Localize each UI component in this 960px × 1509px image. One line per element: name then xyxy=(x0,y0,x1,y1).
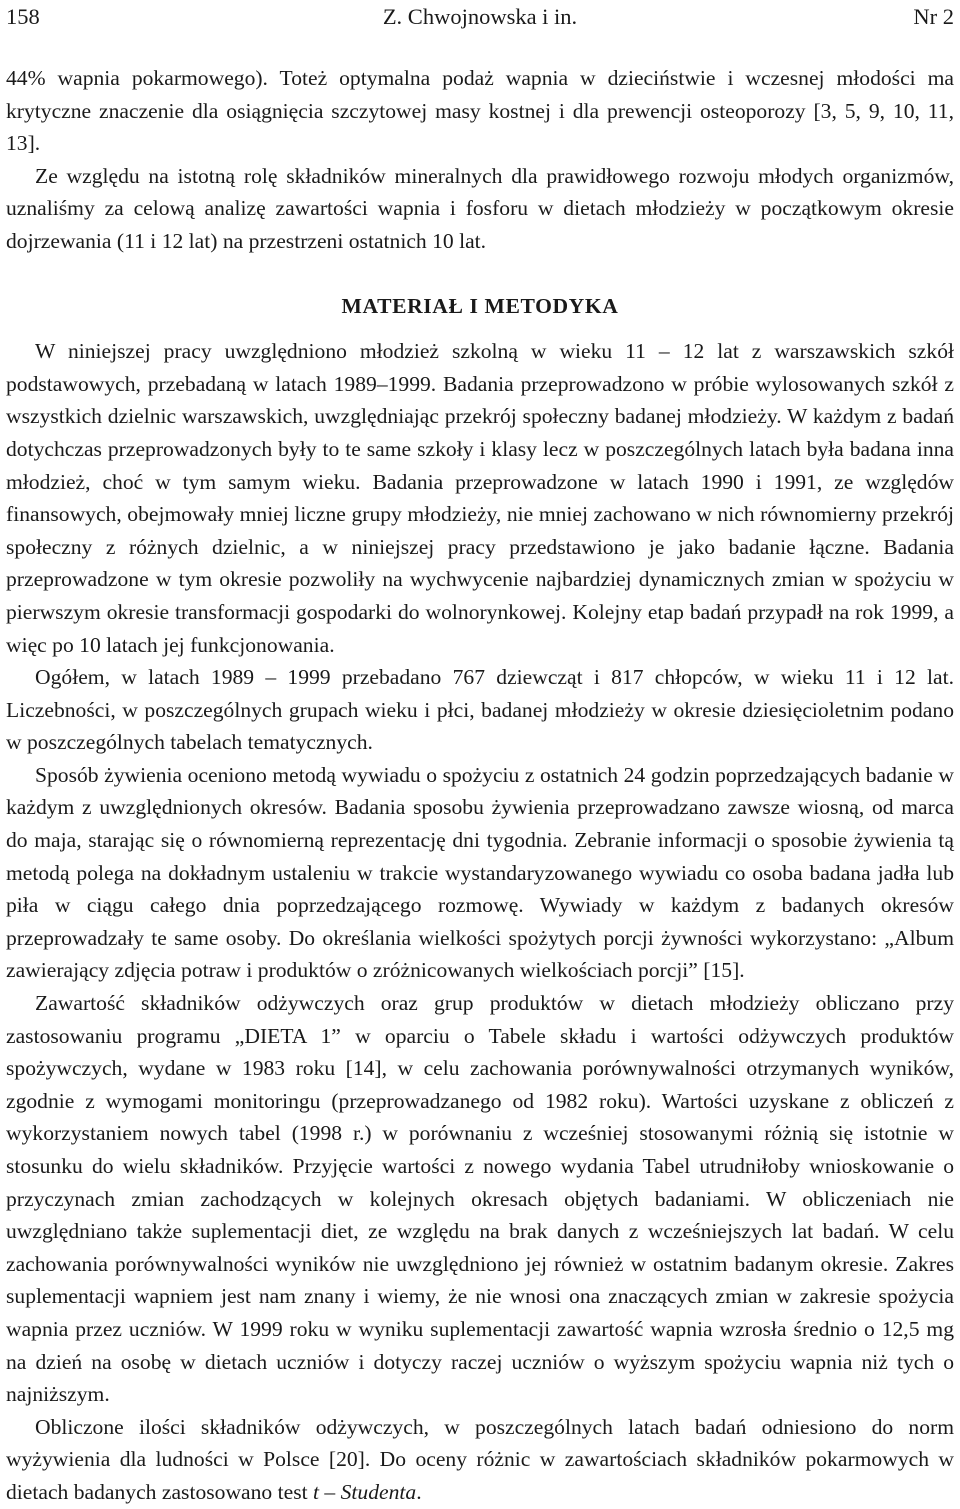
statistics-student: Studenta xyxy=(340,1479,417,1504)
statistics-dash: – xyxy=(319,1479,341,1504)
page-number: 158 xyxy=(6,4,40,29)
paragraph-methods-population: W niniejszej pracy uwzględniono młodzież szkolną w wieku 11 – 12 lat z warszawskich szkół podstawowych, przebadaną w latach 1989–1999. Badania przeprowadzono w próbie wylosowanych szkół z wszystkich dzielnic warszawskich, uwzględniając przekrój społeczny badanej młodzieży. W każdym z badań dotychczas przeprowadzonych były to te same szkoły i klasy lecz w poszczególnych latach była badana inna młodzież, choć w tym samym wieku. Badania przeprowadzone w latach 1990 i 1991, ze względów finansowych, obejmowały mniej liczne grupy młodzieży, nie mniej zachowano w nich równomierny przekrój społeczny z różnych dzielnic, a w niniejszej pracy przedstawiono je jako badanie łączne. Badania przeprowadzone w tym okresie pozwoliły na wychwycenie najbardziej dynamicznych zmian w spożyciu w pierwszym okresie transformacji gospodarki do wolnorynkowej. Kolejny etap badań przypadł na rok 1999, a więc po 10 latach jej funkcjonowania. xyxy=(6,339,954,657)
paragraph-methods-interview: Sposób żywienia oceniono metodą wywiadu o spożyciu z ostatnich 24 godzin poprzedzających badanie w każdym z uwzględnionych okresów. Badania sposobu żywienia przeprowadzano zawsze wiosną, od marca do maja, starając się o równomierną reprezentację dni tygodnia. Zebranie informacji o sposobie żywienia tą metodą polega na dokładnym ustaleniu w trakcie wystandaryzowanego wywiadu co osoba badana jadła lub piła w ciągu całego dnia poprzedzającego rozmowę. Wywiady w każdym z badanych okresów przeprowadzały te same osoby. Do określania wielkości spożytych porcji żywności wykorzystano: „Album zawierający zdjęcia potraw i produktów o zróżnicowanych wielkościach porcji” [15]. xyxy=(6,762,954,983)
paragraph-methods-sample-size: Ogółem, w latach 1989 – 1999 przebadano 767 dziewcząt i 817 chłopców, w wieku 11 i 12 lat. Liczebności, w poszczególnych grupach wieku i płci, badanej młodzieży w okresie dziesięcioletnim podano w poszczególnych tabelach tematycznych. xyxy=(6,665,954,755)
statistics-text: Obliczone ilości składników odżywczych, w poszczególnych latach badań odniesiono do norm wyżywienia dla ludności w Polsce [20]. Do oceny różnic w zawartościach składników pokarmowych w dietach badanych zastosowano test xyxy=(6,1414,954,1504)
article-body xyxy=(6,62,954,1509)
running-head xyxy=(6,0,954,34)
paragraph-intro-continuation: 44% wapnia pokarmowego). Toteż optymalna podaż wapnia w dzieciństwie i wczesnej młodości ma krytyczne znaczenie dla osiągnięcia szczytowej masy kostnej i dla prewencji osteoporozy [3, 5, 9, 10, 11, 13]. xyxy=(6,66,954,156)
paragraph-methods-statistics xyxy=(6,1411,954,1509)
running-head-author: Z. Chwojnowska i in. xyxy=(382,4,578,29)
section-heading: MATERIAŁ I METODYKA xyxy=(341,293,619,318)
paragraph-intro-aim: Ze względu na istotną rolę składników mineralnych dla prawidłowego rozwoju młodych organizmów, uznaliśmy za celową analizę zawartości wapnia i fosforu w dietach młodzieży w początkowym okresie dojrzewania (11 i 12 lat) na przestrzeni ostatnich 10 lat. xyxy=(6,163,954,253)
paragraph-methods-calculation: Zawartość składników odżywczych oraz grup produktów w dietach młodzieży obliczano przy zastosowaniu programu „DIETA 1” w oparciu o Tabele składu i wartości odżywczych produktów spożywczych, wydane w 1983 roku [14], w celu zachowania porównywalności otrzymanych wyników, zgodnie z wymogami monitoringu (przeprowadzanego od 1982 roku). Wartości uzyskane z obliczeń z wykorzystaniem nowych tabel (1998 r.) w porównaniu z wcześniej stosowanymi różnią się istotnie w stosunku do wielu składników. Przyjęcie wartości z nowego wydania Tabel utrudniłoby wnioskowanie o przyczynach zmian zachodzących w kolejnych okresach objętych badaniami. W obliczeniach nie uwzględniano także suplementacji diet, ze względu na brak danych z wcześniejszych lat badań. W celu zachowania porównywalności wyników nie uwzględniono jej również w ostatnim badanym okresie. Zakres suplementacji wapniem jest nam znany i wiemy, że nie wnosi ona znaczących zmian w zakresie spożycia wapnia przez uczniów. W 1999 roku w wyniku suplementacji zawartość wapnia wzrosła średnio o 12,5 mg na dzień na osobę w dietach uczniów i dotyczy raczej uczniów o wyższym spożyciu wapnia niż tych o najniższym. xyxy=(6,991,954,1407)
statistics-end: . xyxy=(416,1479,422,1504)
statistics-t-symbol: t xyxy=(313,1479,320,1504)
issue-number: Nr 2 xyxy=(913,4,954,29)
